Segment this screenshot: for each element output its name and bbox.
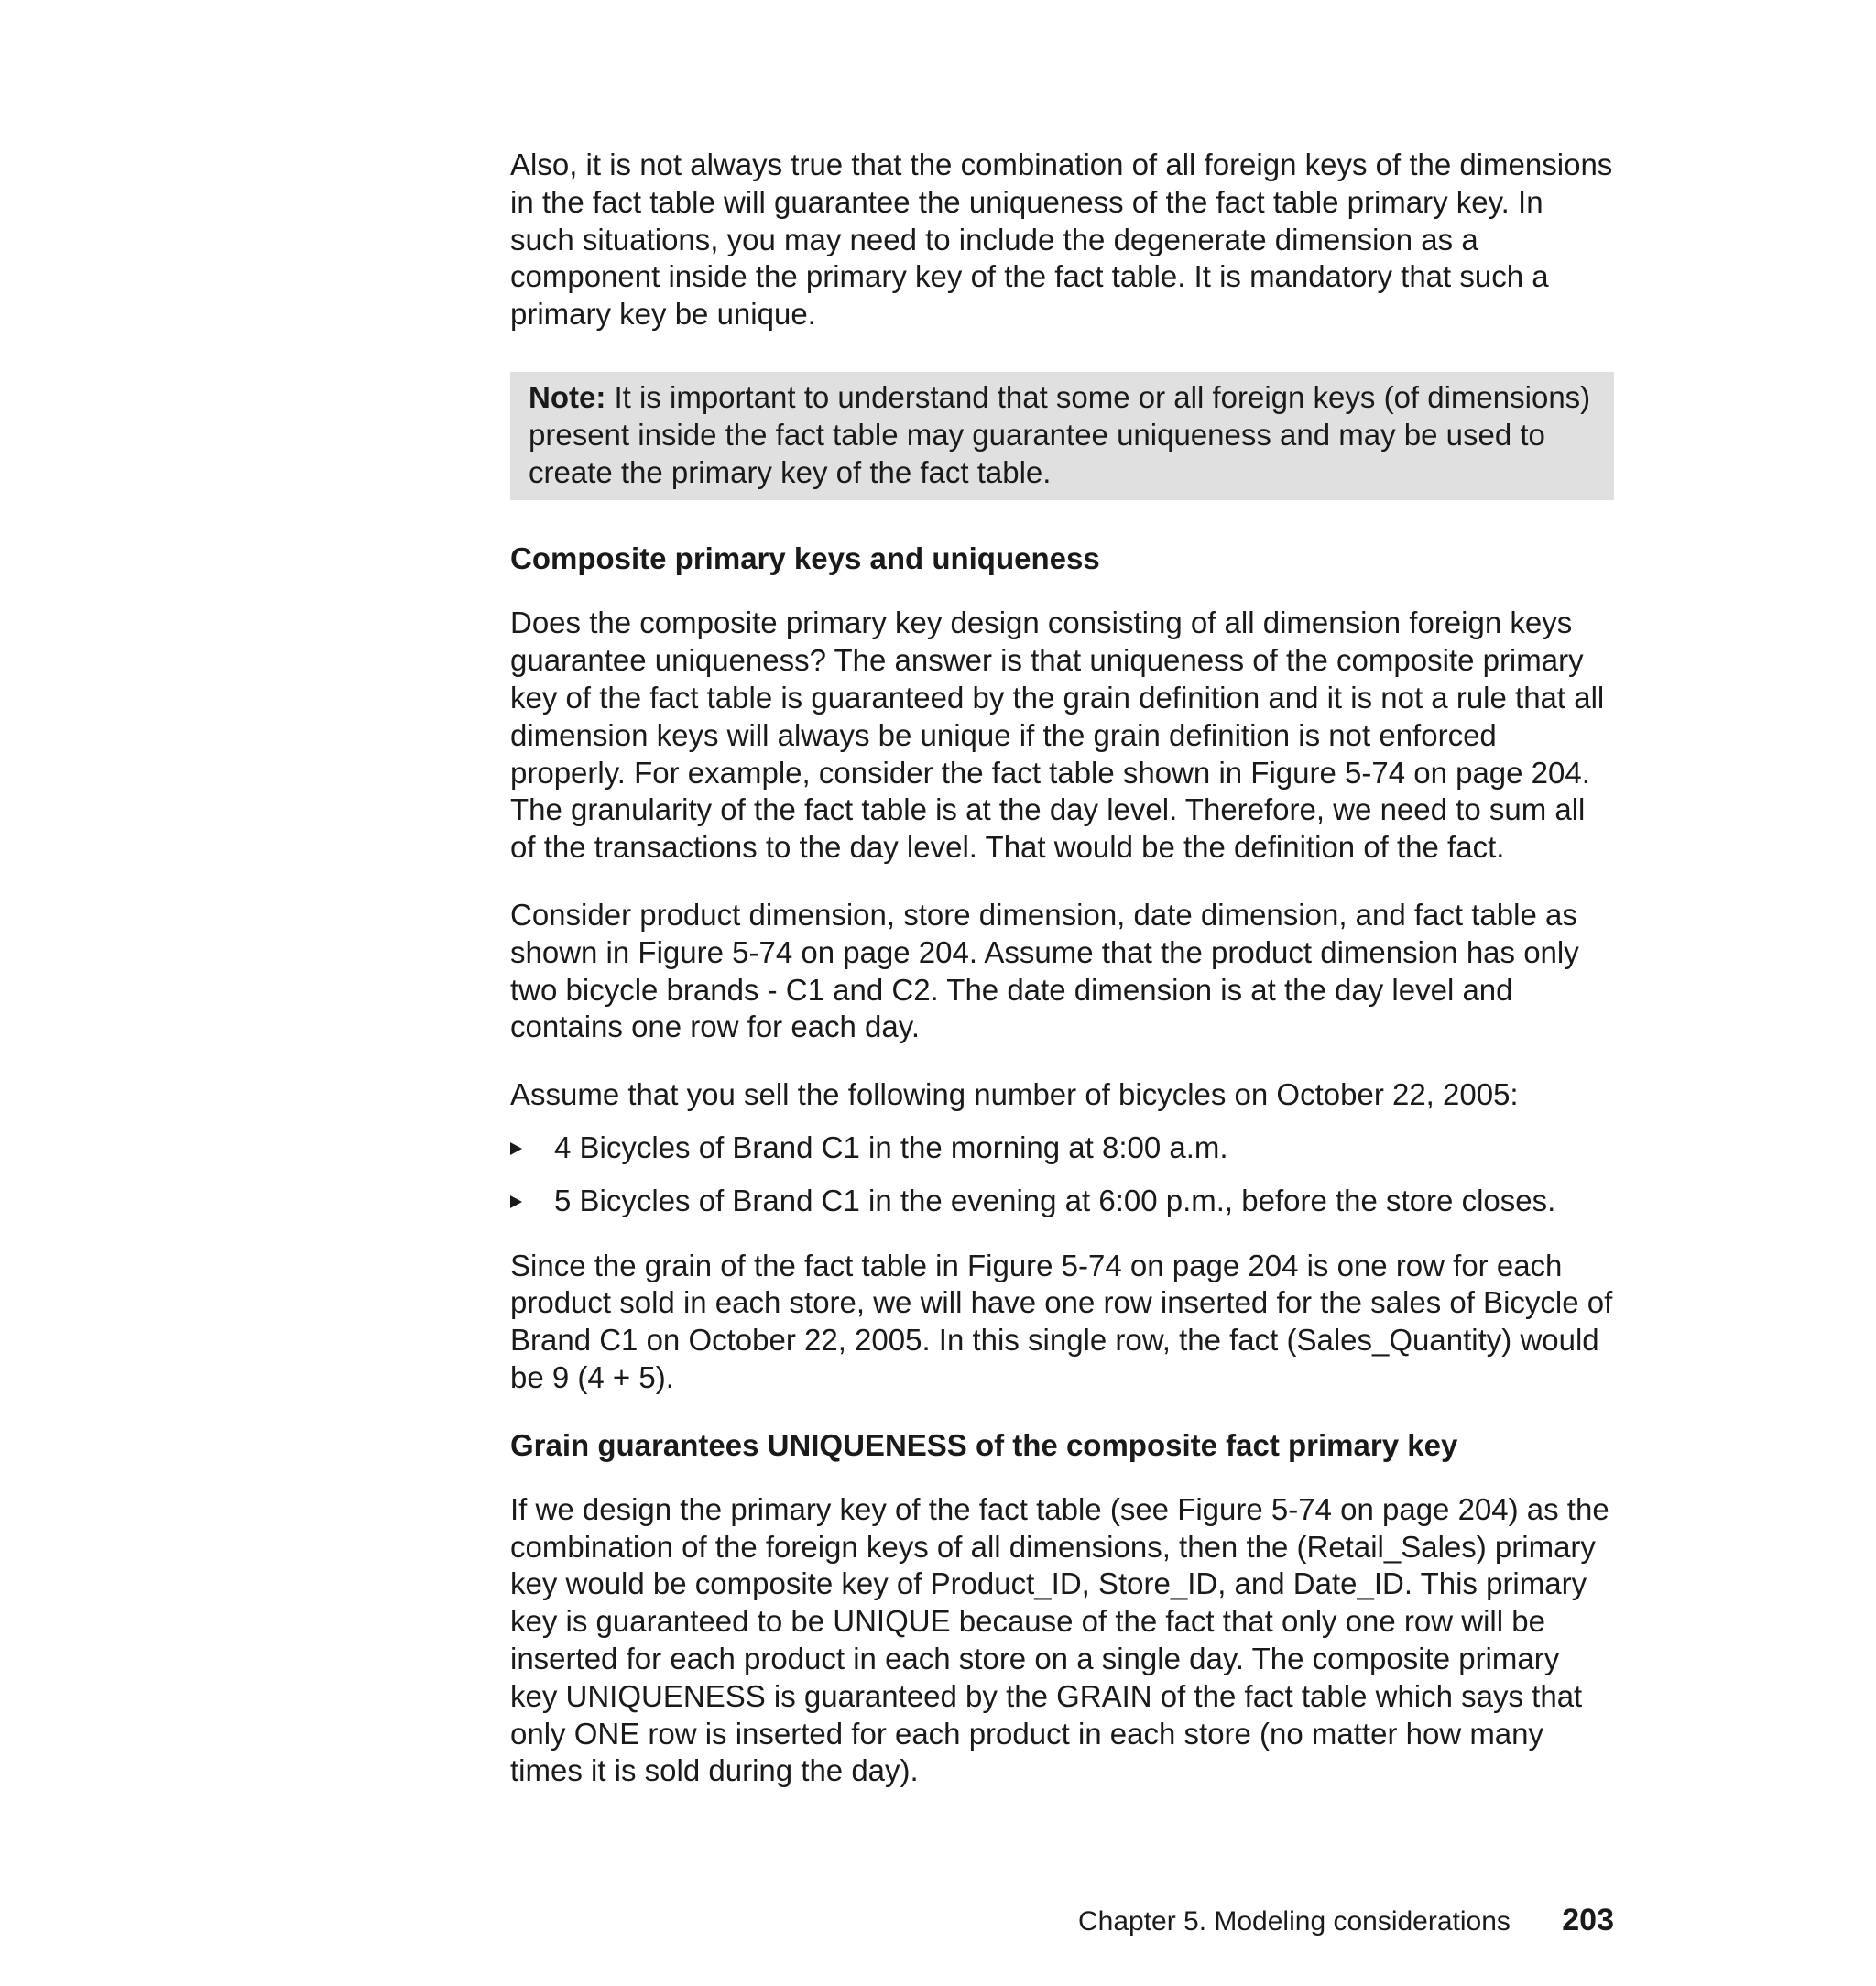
page-content [510,147,1614,1820]
paragraph: If we design the primary key of the fact table (see Figure 5-74 on page 204) as the combination of the foreign keys of all dimensions, then the (Retail_Sales) primary key would be composite key of Product_ID, Store_ID, and Date_ID. This primary key is guaranteed to be UNIQUE because of the fact that only one row will be inserted for each product in each store on a single day. The composite primary key UNIQUENESS is guaranteed by the GRAIN of the fact table which says that only ONE row is inserted for each product in each store (no matter how many times it is sold during the day). [510,1491,1609,1788]
section-heading-grain-uniqueness: Grain guarantees UNIQUENESS of the composite fact primary key [510,1427,1458,1462]
note-box [510,372,1614,500]
page-number: 203 [1562,1903,1614,1937]
bullet-list [510,1129,1614,1220]
triangle-bullet-icon [510,1142,522,1155]
section-heading-composite-keys: Composite primary keys and uniqueness [510,541,1100,576]
paragraph: Does the composite primary key design consisting of all dimension foreign keys guarantee uniqueness? The answer is that uniqueness of the composite primary key of the fact table is guaranteed by the grain definition and it is not a rule that all dimension keys will always be unique if the grain definition is not enforced properly. For example, consider the fact table shown in Figure 5-74 on page 204. The granularity of the fact table is at the day level. Therefore, we need to sum all of the transactions to the day level. That would be the definition of the fact. [510,606,1605,865]
intro-paragraph: Also, it is not always true that the combination of all foreign keys of the dimensions in the fact table will guarantee the uniqueness of the fact table primary key. In such situations, you may need to include the degenerate dimension as a component inside the primary key of the fact table. It is mandatory that such a primary key be unique. [510,147,1613,332]
footer-chapter-title: Chapter 5. Modeling considerations [1077,1906,1511,1937]
note-label: Note: [529,379,606,414]
note-text: It is important to understand that some or all foreign keys (of dimensions) present inside the fact table may guarantee uniqueness and may be used to create the primary key of the fact table. [529,379,1591,489]
paragraph: Since the grain of the fact table in Figure 5-74 on page 204 is one row for each product sold in each store, we will have one row inserted for the sales of Bicycle of Brand C1 on October 22, 2005. In this single row, the fact (Sales_Quantity) would be 9 (4 + 5). [510,1248,1613,1394]
triangle-bullet-icon [510,1195,522,1208]
list-item-text: 4 Bicycles of Brand C1 in the morning at 8:00 a.m. [554,1129,1228,1164]
list-item [510,1129,1614,1167]
paragraph: Consider product dimension, store dimension, date dimension, and fact table as shown in Figure 5-74 on page 204. Assume that the product dimension has only two bicycle brands - C1 and C2. The date dimension is at the day level and contains one row for each day. [510,897,1579,1044]
paragraph: Assume that you sell the following number of bicycles on October 22, 2005: [510,1077,1519,1112]
list-item-text: 5 Bicycles of Brand C1 in the evening at 6:00 p.m., before the store closes. [554,1183,1556,1217]
page-footer [0,1902,1614,1940]
list-item [510,1183,1614,1220]
